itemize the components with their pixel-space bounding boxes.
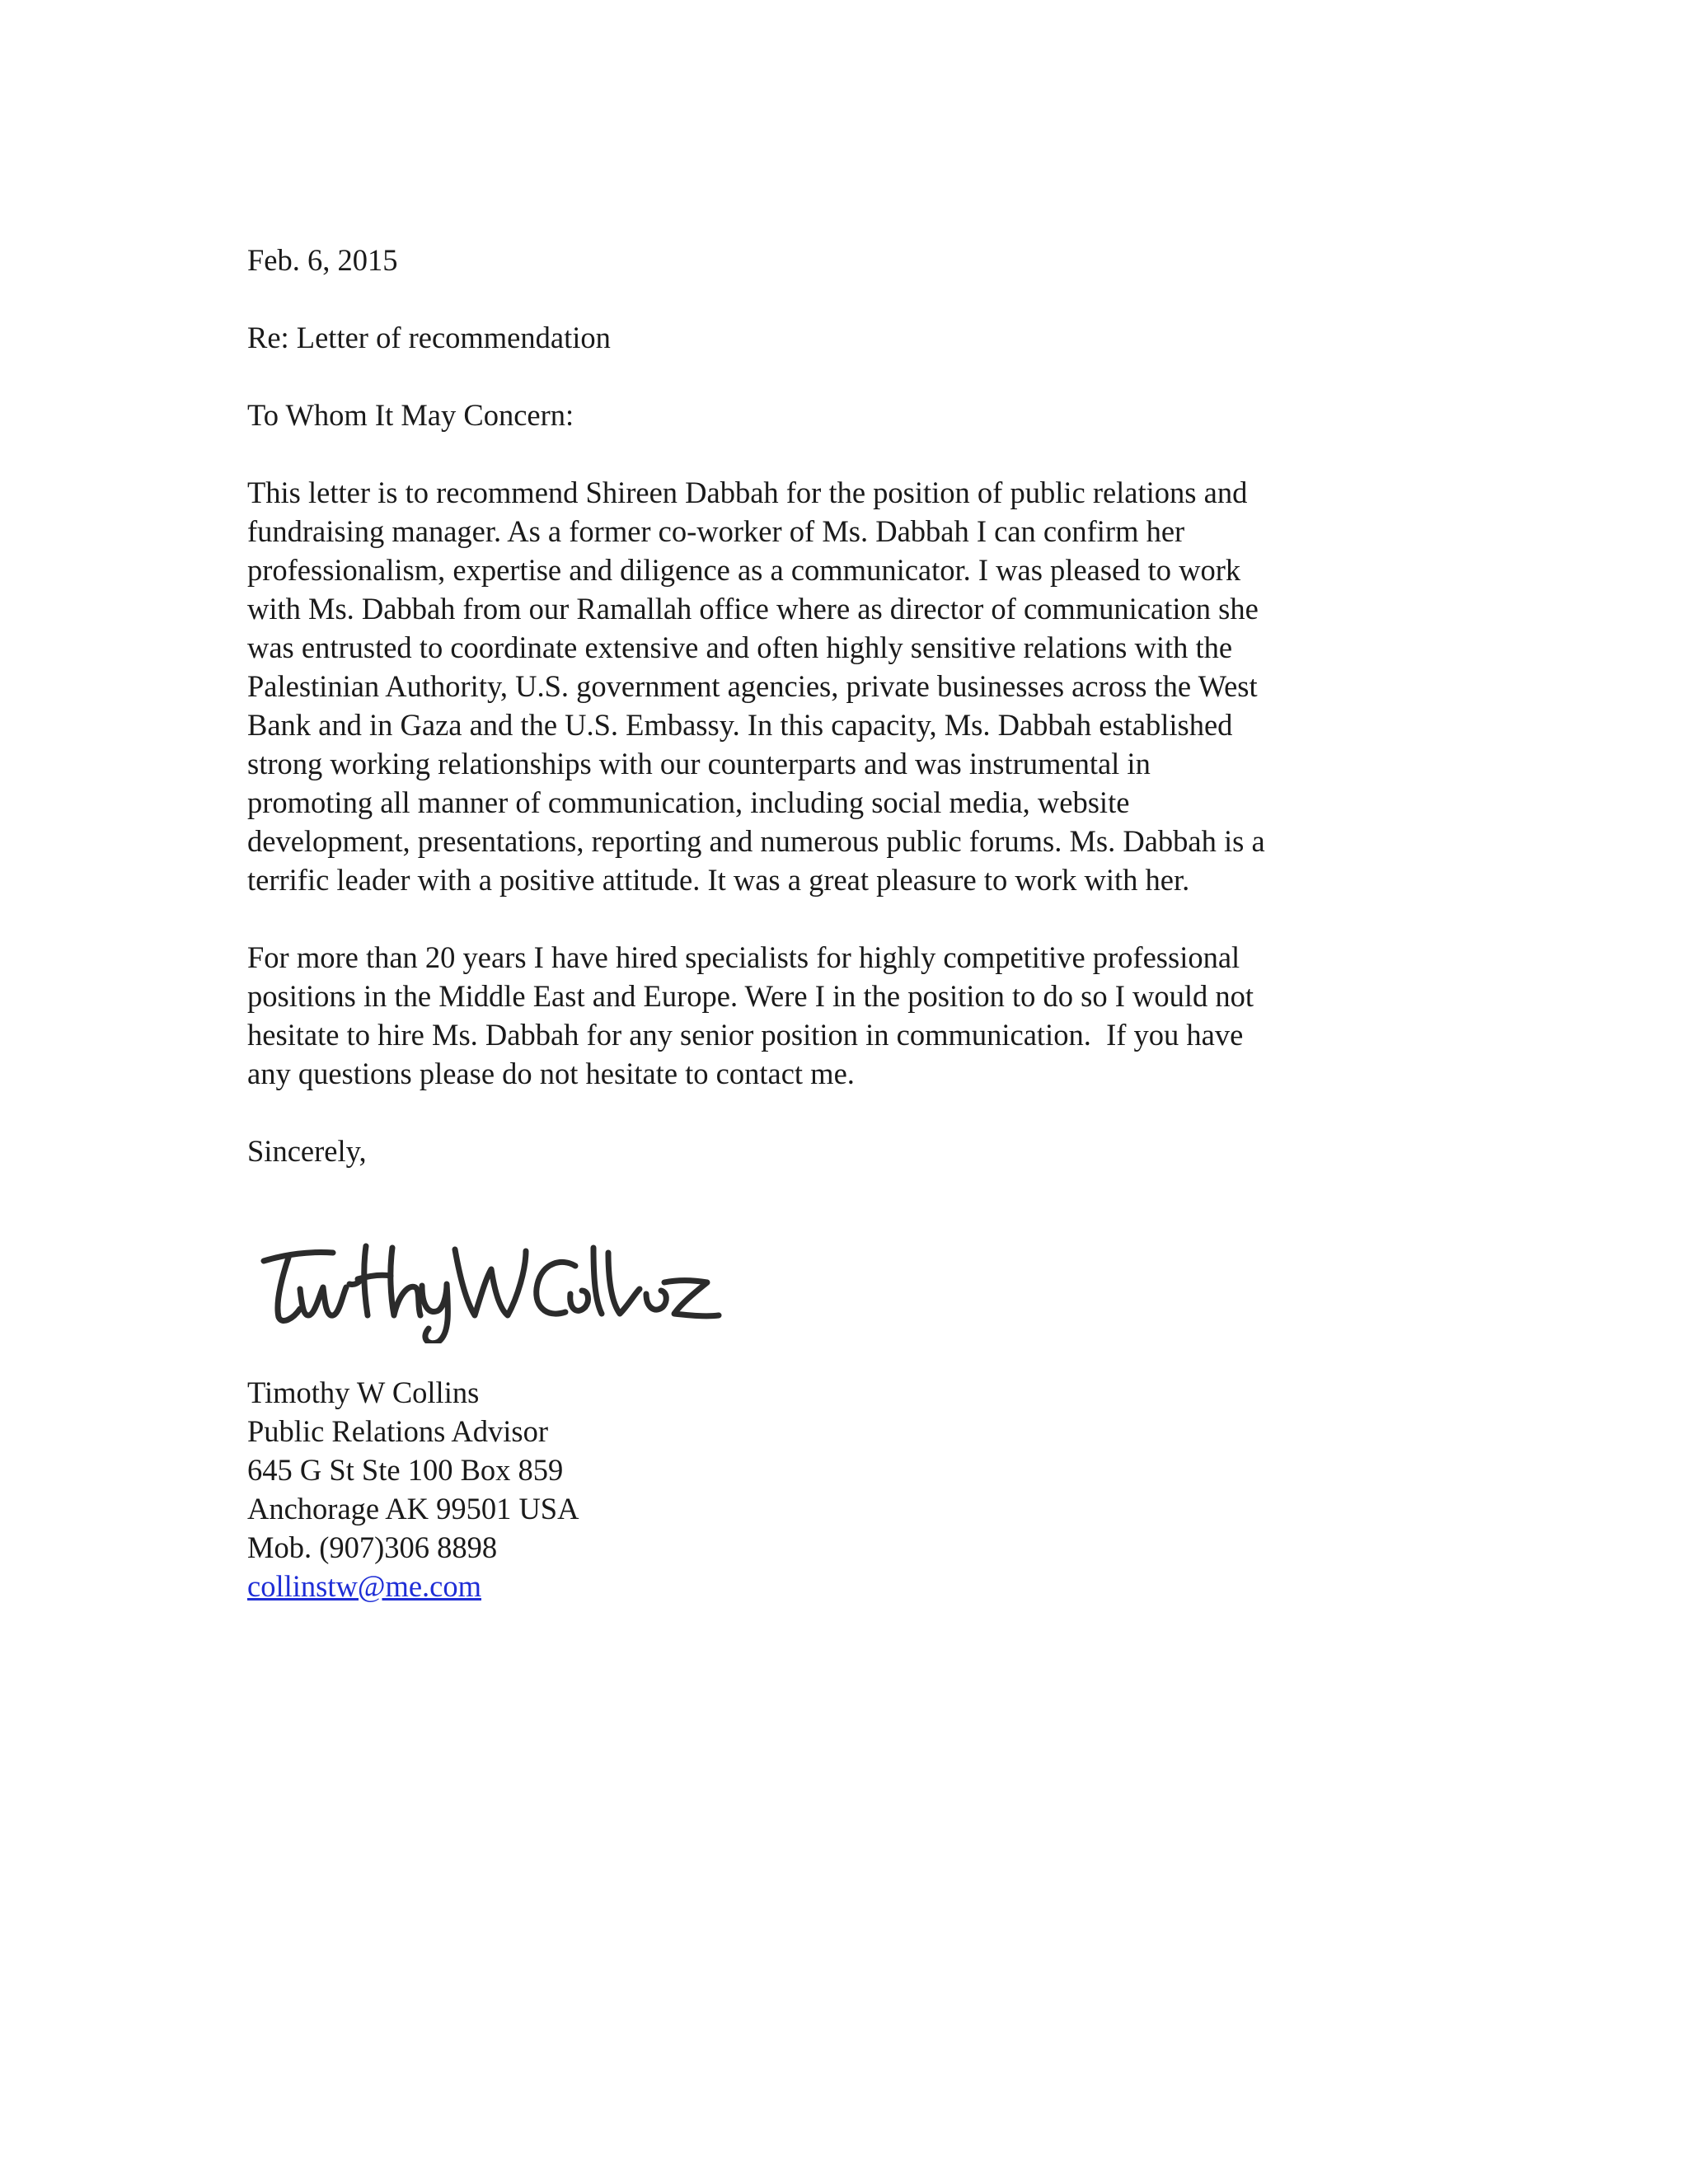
text-line: For more than 20 years I have hired specialists for highly competitive professional [247, 940, 1240, 974]
letter-closing: Sincerely, [247, 1134, 367, 1168]
text-line: any questions please do not hesitate to contact me. [247, 1057, 855, 1090]
text-line: development, presentations, reporting and numerous public forums. Ms. Dabbah is a [247, 824, 1265, 858]
text-line: Palestinian Authority, U.S. government agencies, private businesses across the West [247, 669, 1258, 703]
text-line: was entrusted to coordinate extensive and often highly sensitive relations with the [247, 630, 1233, 664]
letter-date: Feb. 6, 2015 [247, 243, 398, 277]
text-line: promoting all manner of communication, including social media, website [247, 785, 1130, 819]
letter-subject: Re: Letter of recommendation [247, 321, 611, 354]
sender-name: Timothy W Collins [247, 1376, 480, 1409]
text-line: terrific leader with a positive attitude. It was a great pleasure to work with her. [247, 863, 1190, 897]
handwritten-signature [252, 1236, 722, 1343]
text-line: positions in the Middle East and Europe. Were I in the position to do so I would not [247, 979, 1254, 1013]
sender-email-link[interactable]: collinstw@me.com [247, 1569, 481, 1603]
text-line: fundraising manager. As a former co-worker of Ms. Dabbah I can confirm her [247, 514, 1185, 548]
text-line: This letter is to recommend Shireen Dabbah for the position of public relations and [247, 476, 1248, 509]
letter-salutation: To Whom It May Concern: [247, 398, 574, 432]
sender-phone: Mob. (907)306 8898 [247, 1530, 498, 1564]
paragraph-endorsement [247, 938, 1451, 1093]
text-line: strong working relationships with our counterparts and was instrumental in [247, 747, 1151, 780]
sender-address-line1: 645 G St Ste 100 Box 859 [247, 1453, 564, 1487]
sender-block [247, 1373, 579, 1605]
letter-body [247, 241, 1451, 1170]
signature-icon [252, 1236, 722, 1343]
paragraph-recommendation [247, 473, 1451, 899]
text-line: with Ms. Dabbah from our Ramallah office where as director of communication she [247, 592, 1259, 626]
sender-title: Public Relations Advisor [247, 1414, 548, 1448]
sender-address-line2: Anchorage AK 99501 USA [247, 1492, 579, 1526]
text-line: hesitate to hire Ms. Dabbah for any senior position in communication. If you have [247, 1018, 1244, 1052]
text-line: professionalism, expertise and diligence as a communicator. I was pleased to work [247, 553, 1241, 587]
text-line: Bank and in Gaza and the U.S. Embassy. In this capacity, Ms. Dabbah established [247, 708, 1233, 742]
